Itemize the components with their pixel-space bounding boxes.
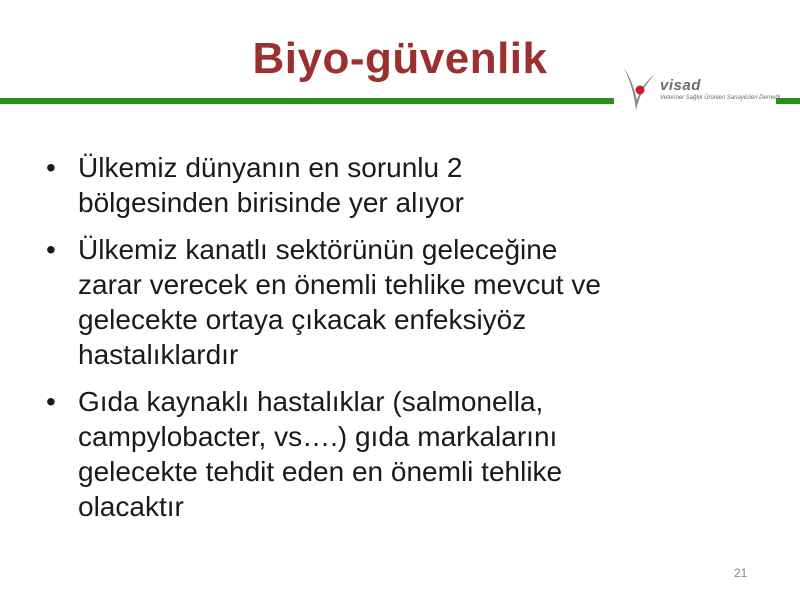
bullet-text-line: Ülkemiz kanatlı sektörünün geleceğine <box>78 234 558 265</box>
bullet-item <box>40 232 760 372</box>
bullet-dot-icon: • <box>46 234 56 265</box>
visad-logo <box>614 60 781 116</box>
bullet-dot-icon: • <box>46 152 56 183</box>
logo-name: visad <box>660 77 701 94</box>
bullet-text-line: hastalıklardır <box>78 339 239 370</box>
bullet-item <box>40 150 760 220</box>
bullet-dot-icon: • <box>46 386 56 417</box>
slide-number: 21 <box>734 566 748 580</box>
bullet-text-line: bölgesinden birisinde yer alıyor <box>78 187 464 218</box>
bullet-text-line: Ülkemiz dünyanın en sorunlu 2 <box>78 152 463 183</box>
bullet-text-line: campylobacter, vs….) gıda markalarını <box>78 421 558 452</box>
logo-dot-icon <box>636 86 645 95</box>
bullet-text-line: gelecekte tehdit eden en önemli tehlike <box>78 456 563 487</box>
bullet-text-line: olacaktır <box>78 491 184 522</box>
bullet-text-line: Gıda kaynaklı hastalıklar (salmonella, <box>78 386 544 417</box>
logo-swoosh-icon <box>614 60 660 116</box>
bullet-text-line: zarar verecek en önemli tehlike mevcut ve <box>78 269 601 300</box>
bullet-item <box>40 384 760 524</box>
logo-subtitle: Veteriner Sağlık Ürünleri Sanayicileri Derneği <box>660 95 781 101</box>
bullet-text-line: gelecekte ortaya çıkacak enfeksiyöz <box>78 304 527 335</box>
slide-title: Biyo-güvenlik <box>252 34 548 83</box>
bullet-list <box>40 150 760 536</box>
